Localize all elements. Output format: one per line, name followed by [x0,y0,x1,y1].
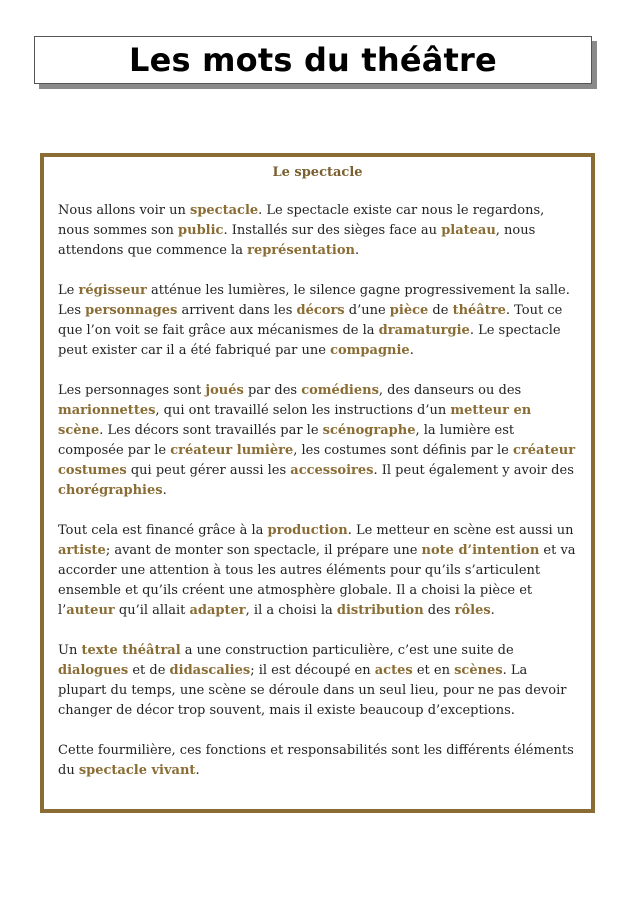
paragraph-text: . Installés sur des sièges face au [223,223,442,238]
paragraph-text: , il a choisi la [245,603,337,618]
paragraph-text: . Le spectacle peut exister car il a été fabriqué par une [58,323,561,358]
keyword: créateur costumes [58,443,576,478]
paragraph-text: . [162,483,167,498]
keyword: marionnettes [58,403,156,418]
keyword: accessoires [290,463,374,478]
paragraph-text: d’une [344,303,390,318]
paragraph-list [58,201,577,781]
keyword: spectacle vivant [78,763,196,778]
paragraph-text: . La plupart du temps, une scène se déroule dans un seul lieu, pour ne pas devoir changer de décor trop souvent, mais il existe beaucoup d’exceptions. [58,663,567,718]
keyword: distribution [336,603,424,618]
keyword: pièce [389,303,429,318]
keyword: didascalies [169,663,251,678]
paragraph-text: Le [58,283,79,298]
keyword: joués [205,383,244,398]
paragraph-text: . Le metteur en scène est aussi un [347,523,574,538]
keyword: artiste [58,543,106,558]
paragraph-text: . Tout ce que l’on voit se fait grâce aux mécanismes de la [58,303,563,338]
keyword: public [178,223,224,238]
keyword: plateau [441,223,496,238]
keyword: spectacle [190,203,259,218]
keyword: production [267,523,348,538]
keyword: scènes [454,663,503,678]
keyword: actes [374,663,413,678]
page-title: Les mots du théâtre [129,41,497,79]
paragraph-text: et va accorder une attention à tous les autres éléments pour qu’ils s’articulent ensemble et qu’ils créent une atmosphère globale. Il a choisi la pièce et l’ [58,543,576,618]
paragraph-text: . [195,763,200,778]
paragraph [58,381,577,501]
paragraph [58,201,577,261]
section-heading: Le spectacle [272,165,363,180]
paragraph-text: Un [58,643,82,658]
paragraph-text: Les personnages sont [58,383,206,398]
paragraph-text: Nous allons voir un [58,203,190,218]
keyword: texte théâtral [81,643,181,658]
keyword: chorégraphies [58,483,163,498]
keyword: comédiens [301,383,379,398]
paragraph-text: . [490,603,495,618]
paragraph-text: Cette fourmilière, ces fonctions et responsabilités sont les différents éléments du [58,743,574,778]
paragraph-text: et de [128,663,170,678]
paragraph-text: par des [243,383,302,398]
paragraph [58,641,577,721]
paragraph-text: qu’il allait [114,603,190,618]
paragraph-text: , la lumière est composée par le [58,423,515,458]
paragraph-text: . [409,343,414,358]
keyword: créateur lumière [170,443,294,458]
keyword: personnages [85,303,178,318]
paragraph [58,521,577,621]
keyword: dramaturgie [378,323,470,338]
paragraph-text: , des danseurs ou des [378,383,522,398]
paragraph-text: , les costumes sont définis par le [293,443,514,458]
paragraph-text: arrivent dans les [177,303,297,318]
keyword: adapter [189,603,246,618]
keyword: représentation [247,243,355,258]
paragraph-text: , qui ont travaillé selon les instructions d’un [155,403,451,418]
paragraph-text: . Les décors sont travaillés par le [99,423,323,438]
keyword: note d’intention [421,543,540,558]
title-box [34,36,592,84]
keyword: scénographe [322,423,416,438]
keyword: théâtre [452,303,506,318]
paragraph-text: ; il est découpé en [250,663,375,678]
paragraph-text: , nous attendons que commence la [58,223,536,258]
paragraph-text: de [428,303,453,318]
paragraph-text: . [354,243,360,258]
keyword: compagnie [330,343,410,358]
paragraph-text: a une construction particulière, c’est une suite de [180,643,514,658]
paragraph-text: ; avant de monter son spectacle, il prépare une [105,543,422,558]
keyword: metteur en scène [58,403,532,438]
paragraph [58,281,577,361]
paragraph-text: qui peut gérer aussi les [126,463,291,478]
paragraph-text: Tout cela est financé grâce à la [58,523,268,538]
content-frame [40,153,595,813]
keyword: auteur [66,603,115,618]
paragraph-text: et en [412,663,455,678]
paragraph-text: . Il peut également y avoir des [373,463,574,478]
paragraph-text: . Le spectacle existe car nous le regardons, nous sommes son [58,203,545,238]
keyword: régisseur [78,283,147,298]
keyword: dialogues [58,663,129,678]
keyword: décors [296,303,345,318]
keyword: rôles [454,603,491,618]
paragraph-text: des [423,603,455,618]
paragraph [58,741,577,781]
paragraph-text: atténue les lumières, le silence gagne progressivement la salle. Les [58,283,570,318]
